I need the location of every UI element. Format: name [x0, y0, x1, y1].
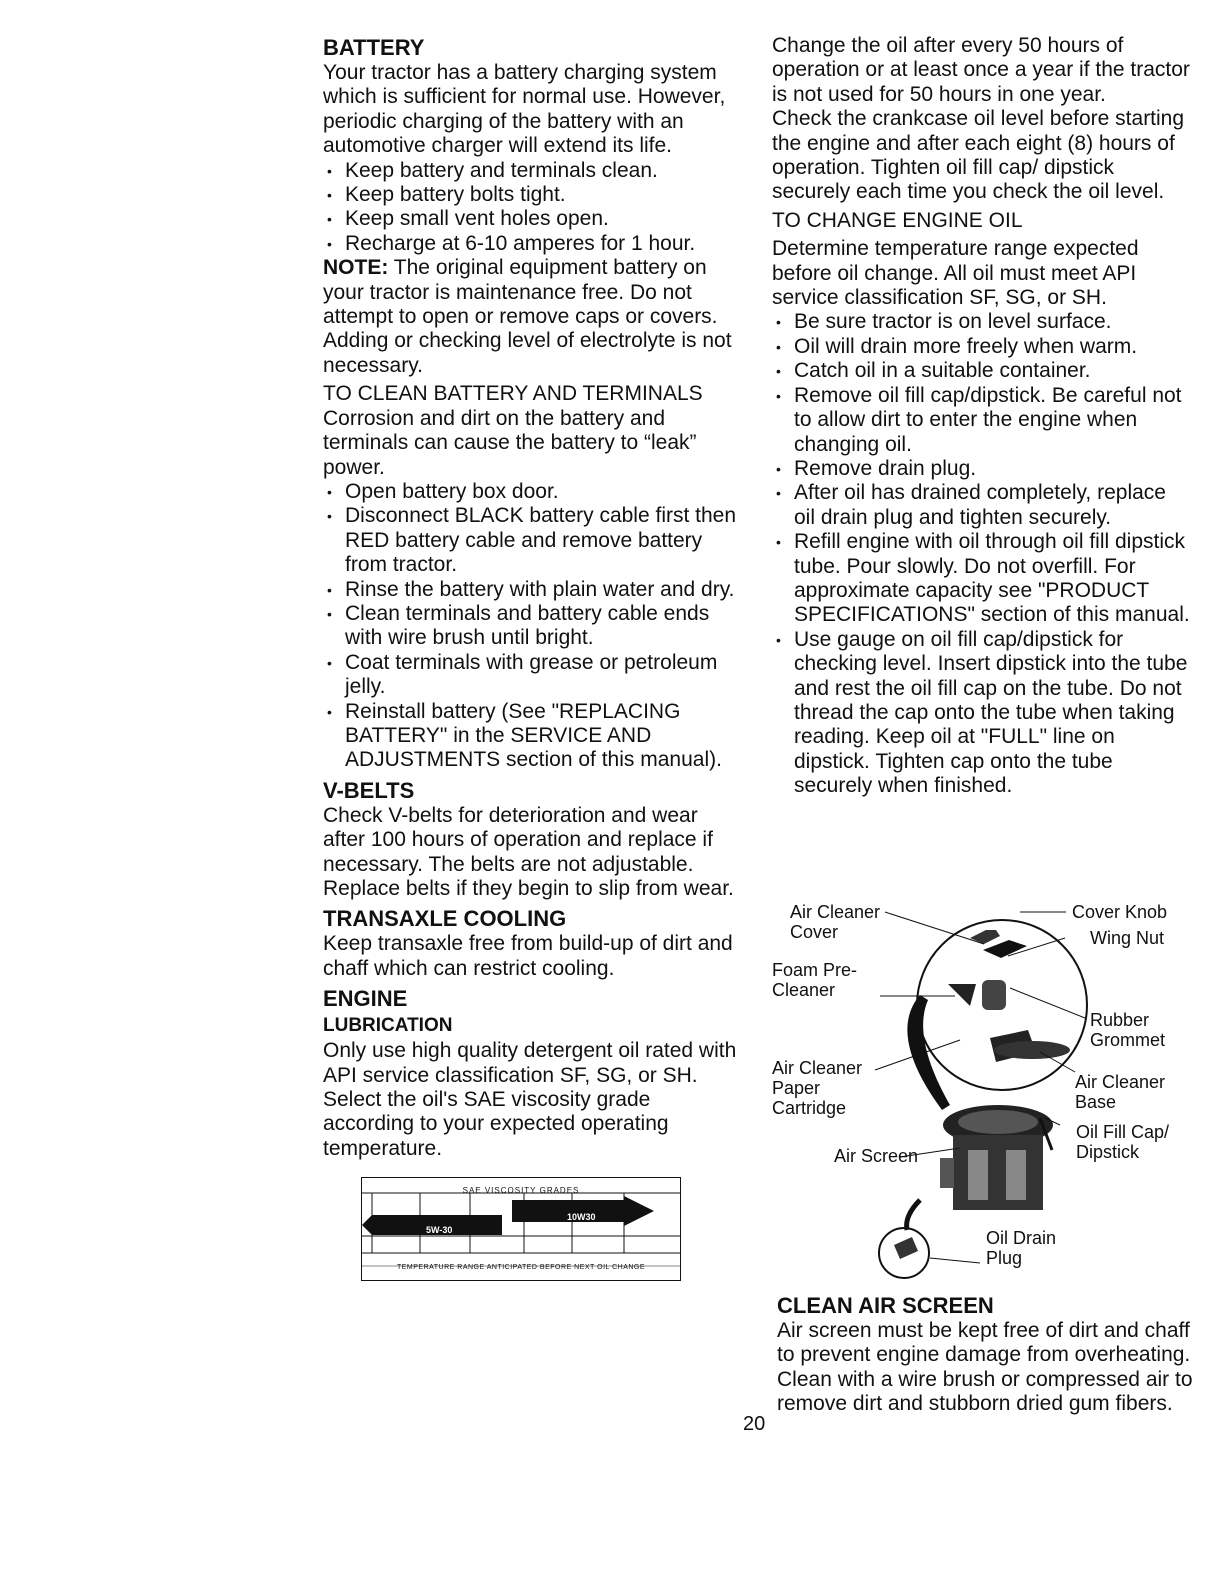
label-air-cleaner-cover: Air Cleaner Cover: [790, 902, 881, 942]
change-oil-heading: TO CHANGE ENGINE OIL: [772, 208, 1023, 232]
label-air-cleaner-base: Air Cleaner Base: [1075, 1072, 1166, 1112]
page-number: 20: [743, 1413, 766, 1435]
label-oil-drain-plug: Oil Drain Plug: [986, 1228, 1057, 1268]
battery-bullet: • Keep battery bolts tight.: [323, 183, 743, 207]
left-column: [323, 34, 743, 1281]
check-oil-text: Check the crankcase oil level before starting the engine and after each eight (8) hours of operation. Tighten oil fill cap/ dipstick securely each time you check the oil level.: [772, 107, 1185, 204]
change-bullet: • Be sure tractor is on level surface.: [772, 310, 1192, 334]
clean-battery-intro: Corrosion and dirt on the battery and terminals can cause the battery to “leak” power.: [323, 406, 697, 479]
clean-bullet: • Open battery box door.: [323, 480, 743, 504]
battery-bullet: • Keep battery and terminals clean.: [323, 159, 743, 183]
lubrication-text: Only use high quality detergent oil rated with API service classification SF, SG, or SH. Select the oil's SAE viscosity grade according to your expected operating temperature.: [323, 1039, 737, 1160]
sae-chart-footer: TEMPERATURE RANGE ANTICIPATED BEFORE NEXT OIL CHANGE: [396, 1263, 646, 1271]
change-bullet: • Remove oil fill cap/dipstick. Be careful not to allow dirt to enter the engine when changing oil.: [772, 384, 1192, 457]
change-oil-intro: Determine temperature range expected before oil change. All oil must meet API service classification SF, SG, or SH.: [772, 237, 1139, 310]
clean-battery-heading: TO CLEAN BATTERY AND TERMINALS: [323, 382, 703, 406]
label-wing-nut: Wing Nut: [1090, 928, 1165, 948]
transaxle-heading: TRANSAXLE COOLING: [323, 906, 567, 932]
label-foam-precleaner: Foam Pre-Cleaner: [772, 960, 858, 1000]
label-cover-knob: Cover Knob: [1072, 902, 1168, 922]
clean-bullet: • Reinstall battery (See "REPLACING BATTERY" in the SERVICE AND ADJUSTMENTS section of this manual).: [323, 700, 743, 773]
label-air-screen: Air Screen: [834, 1146, 919, 1166]
battery-bullet: • Keep small vent holes open.: [323, 207, 743, 231]
grade-10w30-label: 10W30: [567, 1212, 596, 1223]
transaxle-text: Keep transaxle free from build-up of dirt and chaff which can restrict cooling.: [323, 932, 733, 980]
grade-5w30-label: 5W-30: [426, 1225, 453, 1236]
lubrication-heading: LUBRICATION: [323, 1015, 453, 1037]
clean-bullet: • Clean terminals and battery cable ends with wire brush until bright.: [323, 602, 743, 651]
battery-intro: Your tractor has a battery charging system which is sufficient for normal use. However, periodic charging of the battery with an automotive charger will extend its life.: [323, 61, 726, 158]
note-text: The original equipment battery on your tractor is maintenance free. Do not attempt to open or remove caps or covers. Adding or checking level of electrolyte is not necessary.: [323, 256, 732, 377]
note-label: NOTE:: [323, 256, 389, 280]
sae-viscosity-chart: [361, 1177, 681, 1281]
grade-5w30-arrow: [362, 1215, 372, 1235]
engine-heading: ENGINE: [323, 986, 408, 1012]
air-screen-text: Air screen must be kept free of dirt and chaff to prevent engine damage from overheating. Clean with a wire brush or compressed air to remove dirt and stubborn dried gum fibers.: [777, 1319, 1193, 1416]
change-oil-text: Change the oil after every 50 hours of operation or at least once a year if the tractor is not used for 50 hours in one year.: [772, 34, 1190, 106]
right-column: [772, 34, 1192, 799]
change-bullet: • Use gauge on oil fill cap/dipstick for checking level. Insert dipstick into the tube and rest the oil fill cap on the tube. Do not thread the cap onto the tube when taking reading. Keep oil at "FULL" line on dipstick. Tighten cap onto the tube securely when finished.: [772, 628, 1192, 799]
label-rubber-grommet: Rubber Grommet: [1090, 1010, 1166, 1050]
change-bullet: • Catch oil in a suitable container.: [772, 359, 1192, 383]
battery-bullet: • Recharge at 6-10 amperes for 1 hour.: [323, 232, 743, 256]
clean-bullet: • Rinse the battery with plain water and dry.: [323, 578, 743, 602]
vbelts-text: Check V-belts for deterioration and wear after 100 hours of operation and replace if necessary. The belts are not adjustable. Replace belts if they begin to slip from wear.: [323, 803, 734, 900]
change-bullet: • Oil will drain more freely when warm.: [772, 335, 1192, 359]
label-air-cleaner-paper: Air Cleaner Paper Cartridge: [772, 1058, 863, 1118]
label-oil-fill-cap: Oil Fill Cap/ Dipstick: [1076, 1122, 1170, 1162]
clean-bullet: • Coat terminals with grease or petroleum jelly.: [323, 651, 743, 700]
air-screen-section: [777, 1288, 1197, 1417]
sae-chart-title: SAE VISCOSITY GRADES: [462, 1186, 580, 1196]
battery-note: [323, 256, 743, 378]
change-bullet: • Remove drain plug.: [772, 457, 1192, 481]
change-bullet: • After oil has drained completely, replace oil drain plug and tighten securely.: [772, 481, 1192, 530]
clean-bullet: • Disconnect BLACK battery cable first then RED battery cable and remove battery from tractor.: [323, 504, 743, 577]
engine-air-cleaner-diagram: [770, 900, 1190, 1280]
vbelts-heading: V-BELTS: [323, 777, 415, 803]
change-bullet: • Refill engine with oil through oil fill dipstick tube. Pour slowly. Do not overfill. For approximate capacity see "PRODUCT SPECIFICATIONS" section of this manual.: [772, 530, 1192, 628]
air-screen-heading: CLEAN AIR SCREEN: [777, 1293, 994, 1318]
battery-heading: BATTERY: [323, 35, 425, 60]
